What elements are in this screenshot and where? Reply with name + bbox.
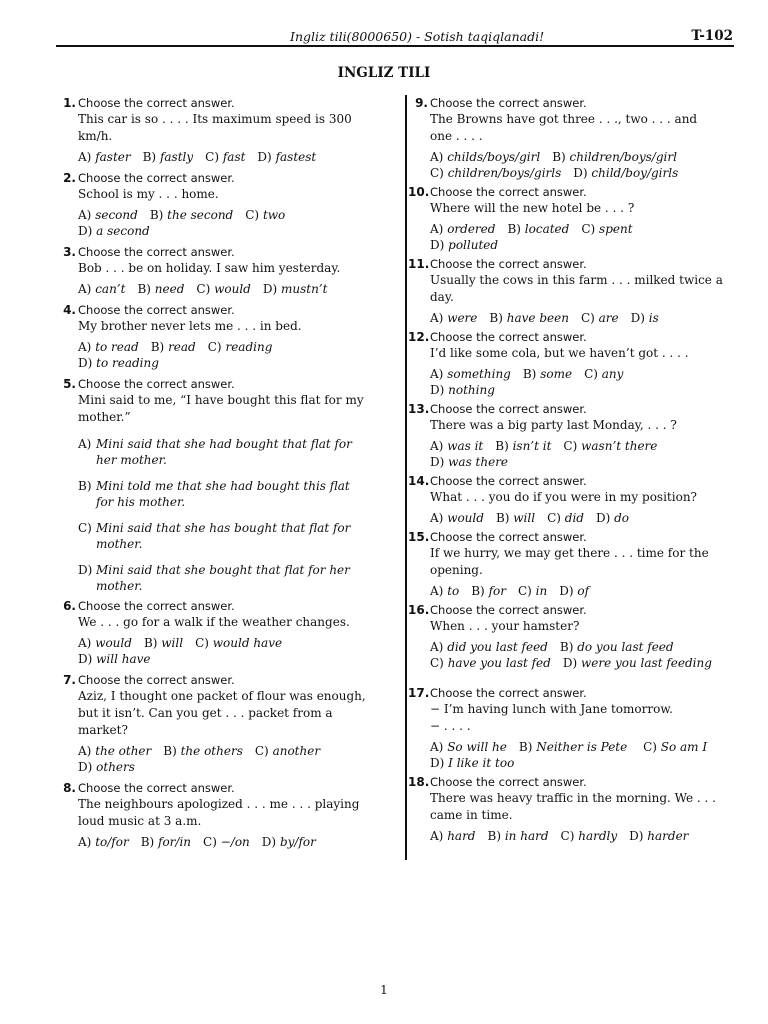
question-7: [56, 672, 401, 775]
option-a[interactable]: A) the other: [78, 744, 152, 758]
question-stem: Bob . . . be on holiday. I saw him yesterday.: [78, 261, 341, 275]
option-c[interactable]: C) would have: [195, 636, 283, 650]
header-rule: [56, 45, 734, 47]
option-c[interactable]: C) reading: [207, 340, 273, 354]
question-prompt: Choose the correct answer.: [78, 171, 235, 185]
option-a[interactable]: A) ordered: [430, 222, 496, 236]
question-stem: Usually the cows in this farm . . . milked twice a day.: [430, 273, 723, 304]
option-d[interactable]: D) mustn’t: [262, 282, 328, 296]
question-4: [56, 302, 401, 371]
question-prompt: Choose the correct answer.: [430, 257, 587, 271]
question-6: [56, 598, 401, 667]
question-stem: The Browns have got three . . ., two . . . and one . . . .: [430, 112, 698, 143]
question-number: 1.: [63, 96, 76, 110]
option-b[interactable]: B) Neither is Pete: [518, 740, 628, 754]
option-c[interactable]: C) children/boys/girls: [430, 166, 562, 180]
option-a[interactable]: A) to read: [78, 340, 139, 354]
option-b[interactable]: B) isn’t it: [495, 439, 552, 453]
question-number: 16.: [408, 603, 430, 617]
option-d[interactable]: D) Mini said that she bought that flat for her mother.: [78, 563, 350, 593]
question-stem: School is my . . . home.: [78, 187, 219, 201]
question-number: 5.: [63, 377, 76, 391]
question-stem: When . . . your hamster?: [430, 619, 580, 633]
option-d[interactable]: D) were you last feeding: [562, 656, 712, 670]
question-prompt: Choose the correct answer.: [78, 599, 235, 613]
question-prompt: Choose the correct answer.: [430, 474, 587, 488]
option-a[interactable]: A) faster: [78, 150, 131, 164]
question-stem: I’d like some cola, but we haven’t got . . . .: [430, 346, 689, 360]
question-stem: What . . . you do if you were in my position?: [430, 490, 697, 504]
option-d[interactable]: D) fastest: [257, 150, 317, 164]
question-stem: There was a big party last Monday, . . . ?: [430, 418, 677, 432]
answer-options: [430, 639, 738, 671]
question-12: [408, 329, 738, 398]
option-b[interactable]: B) have been: [489, 311, 569, 325]
option-c[interactable]: C) another: [254, 744, 321, 758]
question-number: 6.: [63, 599, 76, 613]
option-d[interactable]: D) others: [78, 760, 135, 774]
question-number: 7.: [63, 673, 76, 687]
question-stem: This car is so . . . . Its maximum speed is 300 km/h.: [78, 112, 352, 143]
option-c[interactable]: C) −/on: [203, 835, 250, 849]
option-d[interactable]: D) was there: [430, 455, 509, 469]
option-b[interactable]: B) the second: [149, 208, 234, 222]
option-a[interactable]: A) can’t: [78, 282, 126, 296]
question-stem: Aziz, I thought one packet of flour was enough, but it isn’t. Can you get . . . packet from a market?: [78, 689, 366, 737]
answer-options: [78, 834, 401, 850]
option-c[interactable]: C) are: [580, 311, 619, 325]
question-number: 14.: [408, 474, 430, 488]
option-c[interactable]: C) spent: [581, 222, 633, 236]
option-a[interactable]: A) something: [430, 367, 511, 381]
option-d[interactable]: D) child/boy/girls: [573, 166, 679, 180]
option-a[interactable]: A) to: [430, 584, 460, 598]
question-3: [56, 244, 401, 297]
option-b[interactable]: B) the others: [163, 744, 243, 758]
option-c[interactable]: C) any: [584, 367, 624, 381]
option-c[interactable]: C) in: [517, 584, 548, 598]
option-d[interactable]: D) will have: [78, 652, 151, 666]
option-b[interactable]: B) fastly: [142, 150, 194, 164]
question-prompt: Choose the correct answer.: [430, 686, 587, 700]
option-c[interactable]: C) Mini said that she has bought that flat for mother.: [78, 521, 351, 551]
option-b[interactable]: B) for: [471, 584, 506, 598]
header-title: Ingliz tili(8000650) - Sotish taqiqlanadi!: [290, 29, 545, 44]
option-d[interactable]: D) is: [630, 311, 659, 325]
option-b[interactable]: B) will: [143, 636, 184, 650]
option-d[interactable]: D) to reading: [78, 356, 159, 370]
question-8: [56, 780, 401, 850]
left-column: [56, 95, 401, 850]
option-c[interactable]: C) wasn’t there: [563, 439, 658, 453]
question-16: [408, 602, 738, 671]
question-number: 10.: [408, 185, 430, 199]
answer-options: [430, 221, 738, 253]
question-stem: The neighbours apologized . . . me . . . playing loud music at 3 a.m.: [78, 797, 360, 828]
answer-options: [430, 149, 738, 181]
question-prompt: Choose the correct answer.: [430, 330, 587, 344]
option-d[interactable]: D) I like it too: [430, 756, 515, 770]
option-c[interactable]: C) have you last fed: [430, 656, 551, 670]
question-number: 9.: [415, 96, 428, 110]
option-c[interactable]: C) hardly: [560, 829, 618, 843]
question-prompt: Choose the correct answer.: [430, 96, 587, 110]
question-13: [408, 401, 738, 470]
answer-options: [430, 310, 738, 326]
answer-options: [430, 438, 738, 470]
option-d[interactable]: D) a second: [78, 224, 150, 238]
column-divider: [405, 95, 407, 860]
option-c[interactable]: C) fast: [205, 150, 246, 164]
option-a[interactable]: A) to/for: [78, 835, 129, 849]
question-prompt: Choose the correct answer.: [430, 185, 587, 199]
question-prompt: Choose the correct answer.: [78, 377, 235, 391]
answer-options: [430, 583, 738, 599]
question-number: 2.: [63, 171, 76, 185]
answer-options: [430, 366, 738, 398]
answer-options: [78, 281, 401, 297]
option-a[interactable]: A) would: [78, 636, 132, 650]
question-prompt: Choose the correct answer.: [430, 530, 587, 544]
option-a[interactable]: A) Mini said that she had bought that flat for her mother.: [78, 437, 352, 467]
question-1: [56, 95, 401, 165]
question-number: 12.: [408, 330, 430, 344]
option-c[interactable]: C) would: [196, 282, 251, 296]
answer-options: [78, 339, 401, 371]
option-a[interactable]: A) would: [430, 511, 484, 525]
question-prompt: Choose the correct answer.: [78, 96, 235, 110]
option-b[interactable]: B) Mini told me that she had bought this flat for his mother.: [78, 479, 350, 509]
question-11: [408, 256, 738, 326]
question-stem-reply: − . . . .: [430, 719, 471, 733]
question-2: [56, 170, 401, 239]
option-a[interactable]: A) second: [78, 208, 138, 222]
question-15: [408, 529, 738, 599]
question-stem: There was heavy traffic in the morning. We . . . came in time.: [430, 791, 716, 822]
answer-options: [78, 743, 401, 775]
answer-options: [78, 207, 401, 239]
option-b[interactable]: B) for/in: [140, 835, 192, 849]
option-b[interactable]: B) read: [150, 340, 196, 354]
question-17: [408, 685, 738, 771]
question-14: [408, 473, 738, 526]
answer-options: [430, 510, 738, 526]
question-number: 11.: [408, 257, 430, 271]
question-number: 4.: [63, 303, 76, 317]
question-9: [408, 95, 738, 181]
question-prompt: Choose the correct answer.: [78, 245, 235, 259]
question-stem: Mini said to me, “I have bought this flat for my mother.”: [78, 393, 364, 424]
option-d[interactable]: D) nothing: [430, 383, 495, 397]
option-a[interactable]: A) childs/boys/girl: [430, 150, 541, 164]
answer-options: [78, 149, 401, 165]
option-d[interactable]: D) by/for: [261, 835, 316, 849]
option-c[interactable]: C) two: [245, 208, 286, 222]
option-a[interactable]: A) did you last feed: [430, 640, 548, 654]
answer-options: [430, 828, 738, 844]
question-number: 15.: [408, 530, 430, 544]
question-number: 3.: [63, 245, 76, 259]
question-prompt: Choose the correct answer.: [430, 775, 587, 789]
answer-options: [78, 635, 401, 667]
option-b[interactable]: B) children/boys/girl: [552, 150, 677, 164]
question-prompt: Choose the correct answer.: [430, 603, 587, 617]
question-stem: − I’m having lunch with Jane tomorrow.: [430, 702, 673, 716]
question-18: [408, 774, 738, 844]
question-stem: We . . . go for a walk if the weather changes.: [78, 615, 350, 629]
option-b[interactable]: B) will: [495, 511, 536, 525]
option-d[interactable]: D) do: [595, 511, 630, 525]
option-a[interactable]: A) were: [430, 311, 478, 325]
test-code: T-102: [691, 28, 733, 44]
option-a[interactable]: A) hard: [430, 829, 476, 843]
question-prompt: Choose the correct answer.: [78, 673, 235, 687]
question-stem: If we hurry, we may get there . . . time for the opening.: [430, 546, 709, 577]
option-d[interactable]: D) polluted: [430, 238, 499, 252]
question-prompt: Choose the correct answer.: [78, 781, 235, 795]
option-a[interactable]: A) So will he: [430, 740, 507, 754]
page-number: 1: [380, 983, 388, 997]
question-5: [56, 376, 401, 594]
answer-options: [78, 436, 401, 594]
question-number: 13.: [408, 402, 430, 416]
question-number: 17.: [408, 686, 430, 700]
subject-title: INGLIZ TILI: [337, 65, 431, 81]
question-prompt: Choose the correct answer.: [430, 402, 587, 416]
option-a[interactable]: A) was it: [430, 439, 484, 453]
answer-options: [430, 739, 738, 771]
option-b[interactable]: B) some: [522, 367, 573, 381]
option-b[interactable]: B) in hard: [487, 829, 549, 843]
right-column: [408, 95, 738, 844]
option-b[interactable]: B) located: [507, 222, 570, 236]
question-stem: Where will the new hotel be . . . ?: [430, 201, 635, 215]
question-stem: My brother never lets me . . . in bed.: [78, 319, 302, 333]
option-b[interactable]: B) do you last feed: [559, 640, 674, 654]
question-prompt: Choose the correct answer.: [78, 303, 235, 317]
question-number: 18.: [408, 775, 430, 789]
option-c[interactable]: C) So am I: [643, 740, 708, 754]
option-c[interactable]: C) did: [547, 511, 584, 525]
question-number: 8.: [63, 781, 76, 795]
option-d[interactable]: D) of: [559, 584, 590, 598]
question-10: [408, 184, 738, 253]
option-b[interactable]: B) need: [137, 282, 185, 296]
option-d[interactable]: D) harder: [629, 829, 689, 843]
